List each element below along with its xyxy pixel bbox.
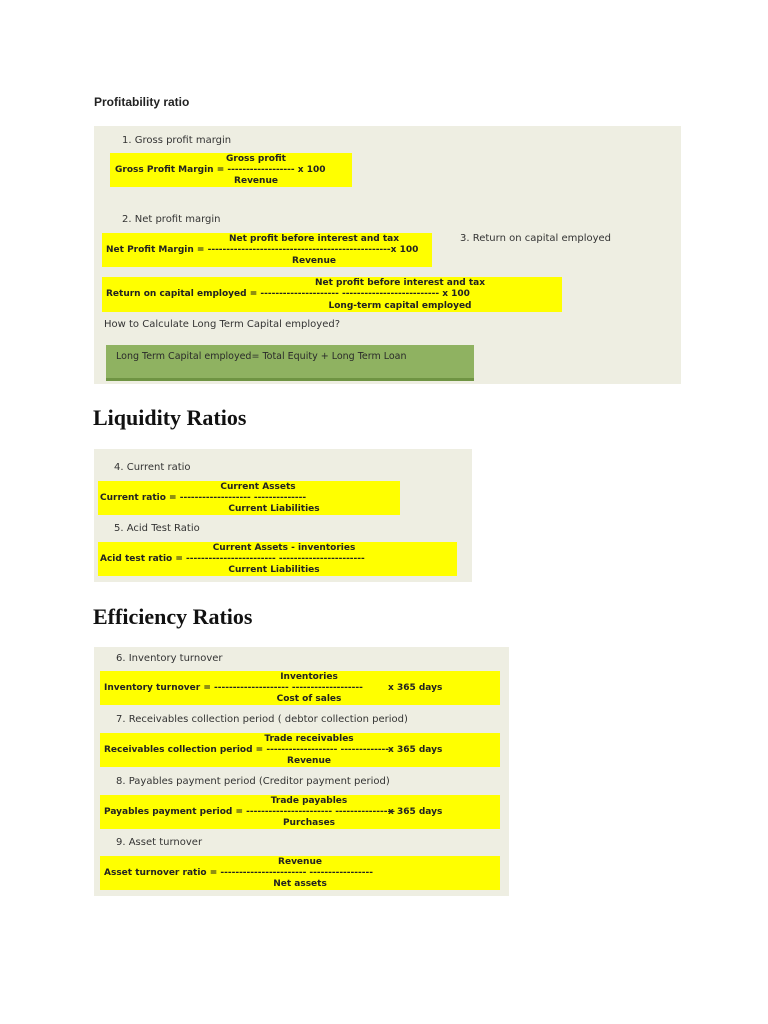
ltce-text: Long Term Capital employed= Total Equity + Long Term Loan — [116, 351, 407, 362]
atr-denominator: Current Liabilities — [228, 565, 320, 575]
rcp-numerator: Trade receivables — [264, 734, 354, 744]
cr-numerator: Current Assets — [220, 482, 296, 492]
formula-gross-profit-margin — [110, 153, 352, 187]
section-title-efficiency: Efficiency Ratios — [93, 604, 253, 629]
formula-acid-test-ratio — [98, 542, 457, 576]
gpm-expression: Gross Profit Margin = ------------------ x 100 — [115, 165, 326, 175]
formula-receivables-period — [100, 733, 500, 767]
item-net-profit-margin: 2. Net profit margin — [122, 214, 221, 225]
npm-denominator: Revenue — [292, 256, 336, 266]
it-numerator: Inventories — [280, 672, 338, 682]
formula-long-term-capital — [106, 345, 474, 381]
roce-denominator: Long-term capital employed — [328, 301, 472, 311]
formula-payables-period — [100, 795, 500, 829]
rcp-multiplier: x 365 days — [388, 745, 443, 755]
item-asset-turnover: 9. Asset turnover — [116, 837, 203, 848]
roce-expression: Return on capital employed = --------------------- -------------------------- x 100 — [106, 289, 470, 299]
cr-denominator: Current Liabilities — [228, 504, 320, 514]
liquidity-panel — [94, 449, 472, 582]
section-title-liquidity: Liquidity Ratios — [93, 405, 247, 430]
it-multiplier: x 365 days — [388, 683, 443, 693]
rcp-expression: Receivables collection period = ------------------- -------------- — [104, 745, 393, 755]
ppp-expression: Payables payment period = ----------------------- ---------------- — [104, 807, 395, 817]
gpm-denominator: Revenue — [234, 176, 278, 186]
formula-inventory-turnover — [100, 671, 500, 705]
item-inventory-turnover: 6. Inventory turnover — [116, 653, 223, 664]
ppp-numerator: Trade payables — [270, 796, 348, 806]
item-payables-period: 8. Payables payment period (Creditor payment period) — [116, 776, 390, 787]
formula-return-on-capital — [102, 277, 562, 312]
it-expression: Inventory turnover = -------------------- ------------------- — [104, 683, 363, 693]
rcp-denominator: Revenue — [287, 756, 331, 766]
gpm-numerator: Gross profit — [226, 154, 286, 164]
item-acid-test-ratio: 5. Acid Test Ratio — [114, 523, 200, 534]
profitability-panel — [94, 126, 681, 384]
formula-net-profit-margin — [102, 233, 432, 267]
roce-numerator: Net profit before interest and tax — [314, 278, 486, 288]
ppp-denominator: Purchases — [282, 818, 336, 828]
item-gross-profit-margin: 1. Gross profit margin — [122, 135, 232, 146]
item-receivables-period: 7. Receivables collection period ( debtor collection period) — [116, 714, 408, 725]
cr-expression: Current ratio = ------------------- -------------- — [100, 493, 307, 503]
npm-numerator: Net profit before interest and tax — [228, 234, 400, 244]
formula-current-ratio — [98, 481, 400, 515]
section-title-profitability: Profitability ratio — [94, 95, 190, 109]
efficiency-panel — [94, 647, 509, 896]
item-current-ratio: 4. Current ratio — [114, 462, 191, 473]
at-expression: Asset turnover ratio = ----------------------- ----------------- — [104, 868, 373, 878]
it-denominator: Cost of sales — [276, 694, 342, 704]
at-denominator: Net assets — [273, 879, 327, 889]
question-long-term-capital: How to Calculate Long Term Capital employed? — [104, 319, 340, 330]
ppp-multiplier: x 365 days — [388, 807, 443, 817]
atr-numerator: Current Assets - inventories — [212, 543, 356, 553]
atr-expression: Acid test ratio = ------------------------ ----------------------- — [100, 554, 365, 564]
npm-expression: Net Profit Margin = -------------------------------------------------x 100 — [106, 245, 419, 255]
formula-asset-turnover — [100, 856, 500, 890]
item-return-on-capital: 3. Return on capital employed — [460, 233, 612, 244]
at-numerator: Revenue — [278, 857, 322, 867]
